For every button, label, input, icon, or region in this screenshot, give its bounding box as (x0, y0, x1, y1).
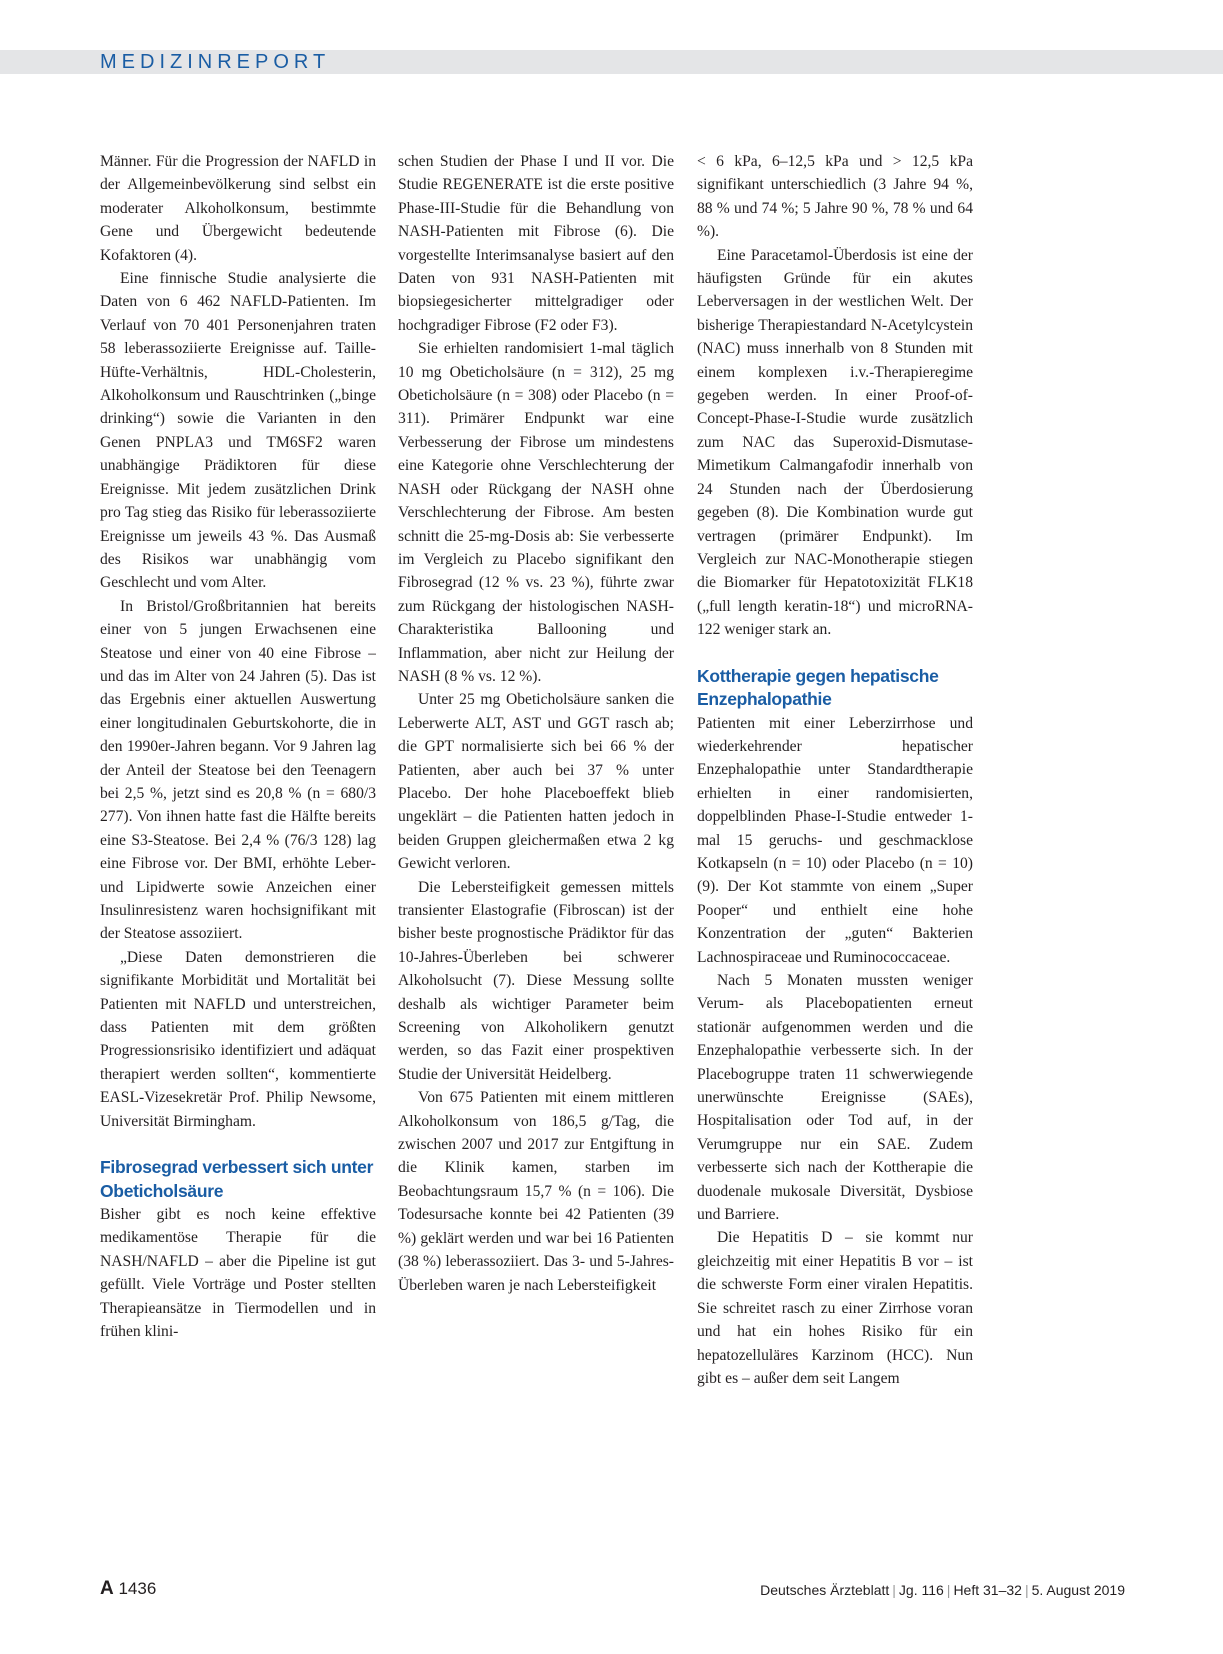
paragraph: Patienten mit einer Leberzirrhose und wiederkehrender hepatischer Enzephalopathie unter Standardtherapie erhielten in einer randomisierten, doppelblinden Phase-I-Studie entweder 1-mal 15 geruchs- und geschmacklose Kotkapseln (n = 10) oder Placebo (n = 10) (9). Der Kot stammte von einem „Super Pooper“ und enthielt eine hohe Konzentration der „guten“ Bakterien Lachnospiraceae und Ruminococcaceae. (697, 714, 973, 966)
page-number-value: 1436 (118, 1579, 157, 1598)
journal-name: Deutsches Ärzteblatt (760, 1582, 890, 1598)
text-column-2 (398, 150, 674, 1550)
paragraph: Bisher gibt es noch keine effektive medikamentöse Therapie für die NASH/NAFLD – aber die Pipeline ist gut gefüllt. Viele Vorträge und Poster stellten Therapieansätze in Tiermodellen und in frühen klini- (100, 1206, 376, 1341)
paragraph: Sie erhielten randomisiert 1-mal täglich 10 mg Obeticholsäure (n = 312), 25 mg Obeticholsäure (n = 308) oder Placebo (n = 311). Primärer Endpunkt war eine Verbesserung der Fibrose um mindestens eine Kategorie ohne Verschlechterung der NASH oder Rückgang der NASH ohne Verschlechterung der Fibrose. Am besten schnitt die 25-mg-Dosis ab: Sie verbesserte im Vergleich zu Placebo signifikant den Fibrosegrad (12 % vs. 23 %), führte zwar zum Rückgang der histologischen NASH-Charakteristika Ballooning und Inflammation, aber nicht zur Heilung der NASH (8 % vs. 12 %). (398, 340, 674, 685)
paragraph: < 6 kPa, 6–12,5 kPa und > 12,5 kPa signifikant unterschiedlich (3 Jahre 94 %, 88 % und 74 %; 5 Jahre 90 %, 78 % und 64 %). (697, 153, 973, 241)
paragraph: Nach 5 Monaten mussten weniger Verum- als Placebopatienten erneut stationär aufgenommen werden und die Enzephalopathie verbesserte sich. In der Placebogruppe traten 11 schwerwiegende unerwünschte Ereignisse (SAEs), Hospitalisation oder Tod auf, in der Verumgruppe nur ein SAE. Zudem verbesserte sich nach der Kottherapie die duodenale mukosale Diversität, Dysbiose und Barriere. (697, 972, 973, 1224)
text-column-1 (100, 150, 376, 1550)
paragraph: In Bristol/Großbritannien hat bereits einer von 5 jungen Erwachsenen eine Steatose und einer von 40 eine Fibrose – und das im Alter von 24 Jahren (5). Das ist das Ergebnis einer aktuellen Auswertung einer longitudinalen Geburtskohorte, die in den 1990er-Jahren begann. Vor 9 Jahren lag der Anteil der Steatose bei den Teenagern bei 2,5 %, jetzt sind es 20,8 % (n = 680/3 277). Von ihnen hatte fast die Hälfte bereits eine S3-Steatose. Bei 2,4 % (76/3 128) lag eine Fibrose vor. Der BMI, erhöhte Leber- und Lipidwerte sowie Anzeichen einer Insulinresistenz waren hochsignifikant mit der Steatose assoziiert. (100, 597, 376, 943)
section-label: MEDIZINREPORT (100, 51, 331, 73)
page-number (100, 1578, 156, 1600)
journal-issue: Heft 31–32 (953, 1582, 1022, 1598)
paragraph: schen Studien der Phase I und II vor. Die Studie REGENERATE ist die erste positive Phase-III-Studie für die Behandlung von NASH-Patienten mit Fibrose (6). Die vorgestellte Interimsanalyse basiert auf den Daten von 931 NASH-Patienten mit biopsiegesicherter mittelgradiger oder hochgradiger Fibrose (F2 oder F3). (398, 153, 674, 334)
paragraph: Die Hepatitis D – sie kommt nur gleichzeitig mit einer Hepatitis B vor – ist die schwerste Form einer viralen Hepatitis. Sie schreitet rasch zu einer Zirrhose voran und hat ein hohes Risiko für ein hepatozelluläres Karzinom (HCC). Nun gibt es – außer dem seit Langem (697, 1229, 973, 1387)
paragraph: Eine finnische Studie analysierte die Daten von 6 462 NAFLD-Patienten. Im Verlauf von 70 401 Personenjahren traten 58 leberassoziierte Ereignisse auf. Taille-Hüfte-Verhältnis, HDL-Cholesterin, Alkoholkonsum und Rauschtrinken („binge drinking“) sowie die Varianten in den Genen PNPLA3 und TM6SF2 waren unabhängige Prädiktoren für diese Ereignisse. Mit jedem zusätzlichen Drink pro Tag stieg das Risiko für leberassoziierte Ereignisse um jeweils 43 %. Das Ausmaß des Risikos war unabhängig vom Geschlecht und vom Alter. (100, 270, 376, 592)
paragraph: „Diese Daten demonstrieren die signifikante Morbidität und Mortalität bei Patienten mit NAFLD und unterstreichen, dass Patienten mit dem größten Progressionsrisiko identifiziert und adäquat therapiert werden sollten“, kommentierte EASL-Vizesekretär Prof. Philip Newsome, Universität Birmingham. (100, 948, 376, 1130)
footer-citation (760, 1582, 1125, 1598)
paragraph: Eine Paracetamol-Überdosis ist eine der häufigsten Gründe für ein akutes Leberversagen in der westlichen Welt. Der bisherige Therapiestandard N-Acetylcystein (NAC) muss innerhalb von 8 Stunden mit einem komplexen i.v.-Therapieregime gegeben werden. In einer Proof-of-Concept-Phase-I-Studie wurde zusätzlich zum NAC das Superoxid-Dismutase-Mimetikum Calmangafodir innerhalb von 24 Stunden nach der Überdosierung gegeben (8). Die Kombination wurde gut vertragen (primärer Endpunkt). Im Vergleich zur NAC-Monotherapie stiegen die Biomarker für Hepatotoxizität FLK18 („full length keratin-18“) und microRNA-122 weniger stark an. (697, 246, 973, 639)
text-column-3 (697, 150, 973, 1550)
journal-volume: Jg. 116 (898, 1582, 944, 1598)
paragraph: Unter 25 mg Obeticholsäure sanken die Leberwerte ALT, AST und GGT rasch ab; die GPT normalisierte sich bei 66 % der Patienten, aber auch bei 37 % unter Placebo. Der hohe Placeboeffekt blieb ungeklärt – die Patienten hatten jedoch in beiden Gruppen gleichermaßen etwa 2 kg Gewicht verloren. (398, 691, 674, 873)
paragraph: Die Lebersteifigkeit gemessen mittels transienter Elastografie (Fibroscan) ist der bisher beste prognostische Prädiktor für das 10-Jahres-Überleben bei schwerer Alkoholsucht (7). Diese Messung sollte deshalb als wichtiger Parameter beim Screening von Alkoholikern genutzt werden, so das Fazit einer prospektiven Studie der Universität Heidelberg. (398, 878, 674, 1083)
page-prefix: A (100, 1578, 114, 1599)
section-heading: Kottherapie gegen hepatische Enzephalopathie (697, 665, 939, 710)
separator: | (946, 1582, 951, 1598)
separator: | (1024, 1582, 1029, 1598)
separator: | (892, 1582, 896, 1598)
section-heading: Fibrosegrad verbessert sich unter Obeticholsäure (100, 1157, 374, 1201)
paragraph: Von 675 Patienten mit einem mittleren Alkoholkonsum von 186,5 g/Tag, die zwischen 2007 und 2017 zur Entgiftung in die Klinik kamen, starben im Beobachtungsraum 15,7 % (n = 106). Die Todesursache konnte bei 42 Patienten (39 %) geklärt werden und war bei 16 Patienten (38 %) leberassoziiert. Das 3- und 5-Jahres-Überleben waren je nach Lebersteifigkeit (398, 1089, 674, 1294)
journal-date: 5. August 2019 (1031, 1582, 1125, 1598)
paragraph: Männer. Für die Progression der NAFLD in der Allgemeinbevölkerung sind selbst ein moderater Alkoholkonsum, bestimmte Gene und Übergewicht bedeutende Kofaktoren (4). (100, 153, 376, 264)
